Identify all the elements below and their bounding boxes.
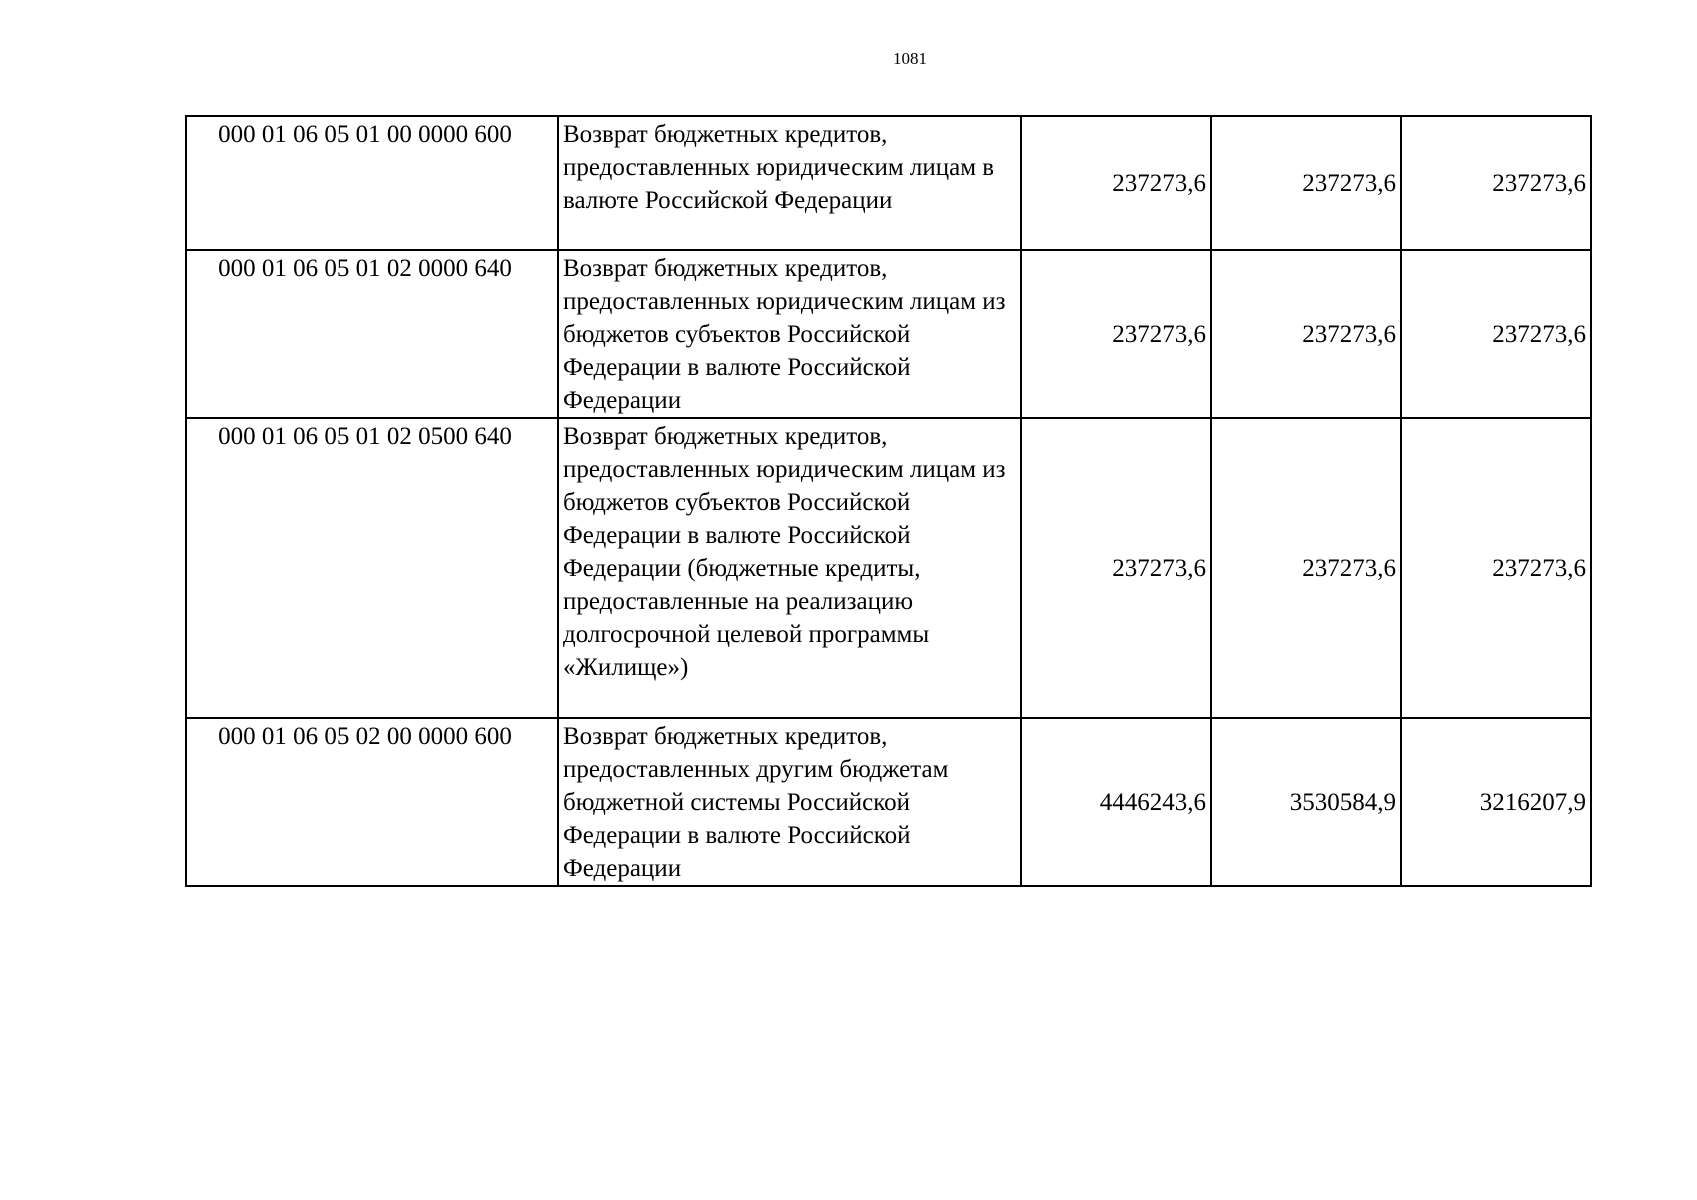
amount-year-3: 3216207,9 (1401, 718, 1591, 886)
amount-year-2: 3530584,9 (1211, 718, 1401, 886)
amount-year-3: 237273,6 (1401, 418, 1591, 718)
budget-code: 000 01 06 05 02 00 0000 600 (218, 723, 512, 750)
description-cell: Возврат бюджетных кредитов, предоставленных юридическим лицам из бюджетов субъектов Российской Федерации в валюте Российской Федерации (бюджетные кредиты, предоставленные на реализацию долгосрочной целевой программы «Жилище») (558, 418, 1021, 718)
amount-year-1: 4446243,6 (1021, 718, 1211, 886)
amount-year-2: 237273,6 (1211, 418, 1401, 718)
budget-code: 000 01 06 05 01 00 0000 600 (218, 121, 512, 148)
table-row (186, 418, 1591, 718)
description-cell: Возврат бюджетных кредитов, предоставленных юридическим лицам из бюджетов субъектов Российской Федерации в валюте Российской Федерации (558, 250, 1021, 418)
amount-year-1: 237273,6 (1021, 250, 1211, 418)
amount-year-2: 237273,6 (1211, 116, 1401, 250)
amount-year-3: 237273,6 (1401, 250, 1591, 418)
amount-year-2: 237273,6 (1211, 250, 1401, 418)
budget-code-cell (186, 250, 558, 418)
amount-year-3: 237273,6 (1401, 116, 1591, 250)
amount-year-1: 237273,6 (1021, 116, 1211, 250)
budget-code: 000 01 06 05 01 02 0500 640 (218, 423, 512, 450)
table-row (186, 250, 1591, 418)
budget-code: 000 01 06 05 01 02 0000 640 (218, 255, 512, 282)
description-cell: Возврат бюджетных кредитов, предоставленных юридическим лицам в валюте Российской Федерации (558, 116, 1021, 250)
table-row (186, 116, 1591, 250)
page-number: 1081 (893, 49, 927, 68)
budget-code-cell (186, 718, 558, 886)
table-row (186, 718, 1591, 886)
budget-table (185, 115, 1592, 887)
budget-code-cell (186, 418, 558, 718)
description-cell: Возврат бюджетных кредитов, предоставленных другим бюджетам бюджетной системы Российской Федерации в валюте Российской Федерации (558, 718, 1021, 886)
budget-code-cell (186, 116, 558, 250)
amount-year-1: 237273,6 (1021, 418, 1211, 718)
